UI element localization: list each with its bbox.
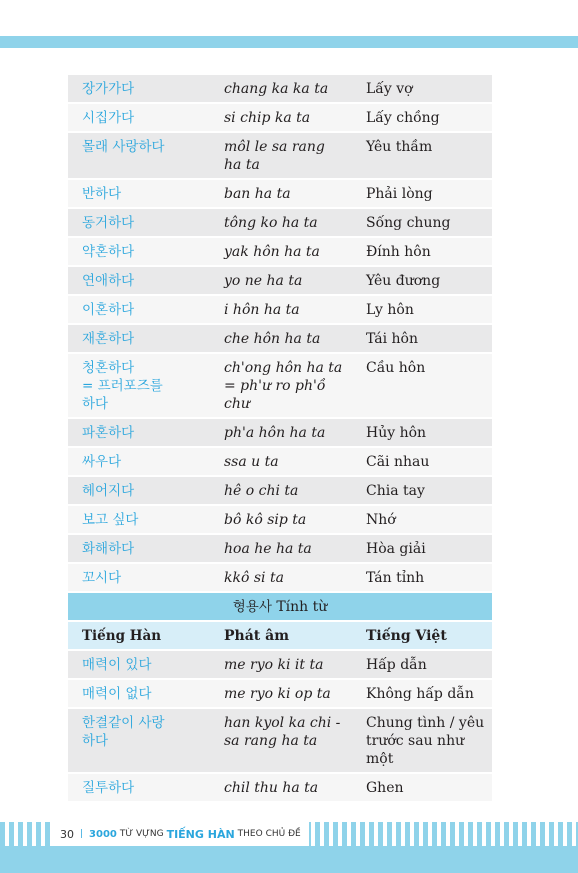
vietnamese-cell-line: trước sau như một	[366, 733, 465, 767]
korean-cell	[68, 138, 210, 156]
romanization-cell	[210, 80, 352, 98]
romanization-cell-line: ban ha ta	[224, 186, 291, 202]
korean-cell-line: 파혼하다	[82, 425, 135, 441]
korean-cell	[68, 511, 210, 529]
page-number: 30	[60, 827, 74, 841]
romanization-cell-line: bô kô sip ta	[224, 512, 307, 528]
romanization-cell-line: che hôn ha ta	[224, 331, 321, 347]
romanization-cell	[210, 685, 352, 703]
romanization-cell-line: yo ne ha ta	[224, 273, 303, 289]
korean-cell-line: 매력이 없다	[82, 686, 152, 702]
romanization-cell-line: tông ko ha ta	[224, 215, 318, 231]
korean-cell	[68, 185, 210, 203]
table-row	[68, 104, 492, 133]
korean-cell-line: 몰래 사랑하다	[82, 139, 165, 155]
romanization-cell	[210, 424, 352, 442]
footer-band	[0, 846, 578, 873]
romanization-cell-line: me ryo ki op ta	[224, 686, 331, 702]
vietnamese-cell	[352, 185, 492, 203]
vocabulary-table	[68, 75, 492, 803]
footer-separator: |	[80, 829, 84, 839]
romanization-cell	[210, 714, 352, 750]
book-text-2: THEO CHỦ ĐỀ	[237, 829, 301, 839]
romanization-cell	[210, 656, 352, 674]
romanization-cell-line: ch'ong hôn ha ta	[224, 360, 343, 376]
vietnamese-cell	[352, 330, 492, 348]
section-heading-korean: 형용사	[232, 599, 272, 615]
korean-cell-line: 화해하다	[82, 541, 135, 557]
romanization-cell-line: me ryo ki it ta	[224, 657, 324, 673]
vietnamese-cell-line: Tán tỉnh	[366, 570, 425, 586]
romanization-cell-line: yak hôn ha ta	[224, 244, 320, 260]
vietnamese-cell	[352, 511, 492, 529]
romanization-cell-line: môl le sa rang	[224, 139, 325, 155]
table-row	[68, 209, 492, 238]
korean-cell	[68, 272, 210, 290]
vietnamese-cell	[352, 243, 492, 261]
column-header-korean: Tiếng Hàn	[82, 628, 162, 644]
korean-cell	[68, 482, 210, 500]
romanization-cell-line: kkô si ta	[224, 570, 284, 586]
column-header-vietnamese: Tiếng Việt	[366, 628, 447, 644]
vietnamese-cell	[352, 80, 492, 98]
vietnamese-cell-line: Cãi nhau	[366, 454, 430, 470]
korean-cell-line: 약혼하다	[82, 244, 135, 260]
vietnamese-cell-line: Không hấp dẫn	[366, 686, 474, 702]
vietnamese-cell-line: Tái hôn	[366, 331, 418, 347]
romanization-cell	[210, 185, 352, 203]
romanization-cell-line: han kyol ka chi -	[224, 715, 341, 731]
table-row	[68, 506, 492, 535]
romanization-cell-line: chil thu ha ta	[224, 780, 319, 796]
vietnamese-cell-line: Yêu đương	[366, 273, 441, 289]
korean-cell-line: 재혼하다	[82, 331, 135, 347]
table-row	[68, 564, 492, 593]
romanization-cell	[210, 272, 352, 290]
vietnamese-cell-line: Phải lòng	[366, 186, 433, 202]
korean-cell	[68, 301, 210, 319]
romanization-cell-line: hê o chi ta	[224, 483, 299, 499]
table-row	[68, 180, 492, 209]
vietnamese-cell	[352, 540, 492, 558]
romanization-cell	[210, 330, 352, 348]
romanization-cell	[210, 359, 352, 413]
vietnamese-cell-line: Lấy chồng	[366, 110, 440, 126]
column-header-row	[68, 622, 492, 651]
romanization-cell-line: chư	[224, 396, 250, 412]
korean-cell-line: 보고 싶다	[82, 512, 139, 528]
vietnamese-cell	[352, 656, 492, 674]
korean-cell-line: 하다	[82, 733, 109, 749]
book-highlight: TIẾNG HÀN	[166, 827, 235, 841]
romanization-cell-line: = ph'ư ro ph'ồ	[224, 378, 326, 394]
romanization-cell	[210, 214, 352, 232]
table-row	[68, 238, 492, 267]
vietnamese-cell-line: Hấp dẫn	[366, 657, 427, 673]
vietnamese-cell-line: Hòa giải	[366, 541, 426, 557]
table-row	[68, 477, 492, 506]
vietnamese-cell-line: Ghen	[366, 780, 404, 796]
table-row	[68, 774, 492, 803]
romanization-cell	[210, 453, 352, 471]
table-row	[68, 133, 492, 180]
table-row	[68, 651, 492, 680]
korean-cell-line: 한결같이 사랑	[82, 715, 165, 731]
column-header-romanization: Phát âm	[224, 628, 290, 644]
table-row	[68, 75, 492, 104]
vietnamese-cell	[352, 272, 492, 290]
romanization-cell	[210, 482, 352, 500]
table-row	[68, 709, 492, 774]
vietnamese-cell-line: Hủy hôn	[366, 425, 427, 441]
vietnamese-cell	[352, 482, 492, 500]
vietnamese-cell-line: Ly hôn	[366, 302, 414, 318]
vietnamese-cell	[352, 138, 492, 156]
romanization-cell-line: sa rang ha ta	[224, 733, 318, 749]
korean-cell	[68, 714, 210, 750]
vietnamese-cell	[352, 359, 492, 377]
korean-cell	[68, 109, 210, 127]
vietnamese-cell	[352, 109, 492, 127]
korean-cell-line: 하다	[82, 396, 109, 412]
vietnamese-cell-line: Chia tay	[366, 483, 425, 499]
korean-cell	[68, 424, 210, 442]
korean-cell	[68, 359, 210, 413]
romanization-cell	[210, 138, 352, 174]
top-decorative-band	[0, 36, 578, 48]
romanization-cell-line: si chip ka ta	[224, 110, 311, 126]
romanization-cell	[210, 569, 352, 587]
table-row	[68, 354, 492, 419]
romanization-cell-line: ssa u ta	[224, 454, 279, 470]
book-text-1: TỪ VỰNG	[119, 829, 164, 839]
korean-cell-line: 싸우다	[82, 454, 122, 470]
book-number: 3000	[89, 828, 117, 840]
vietnamese-cell-line: Sống chung	[366, 215, 451, 231]
korean-cell-line: 연애하다	[82, 273, 135, 289]
korean-cell-line: 꼬시다	[82, 570, 122, 586]
korean-cell-line: 매력이 있다	[82, 657, 152, 673]
korean-cell	[68, 214, 210, 232]
korean-cell-line: 청혼하다	[82, 360, 135, 376]
korean-cell	[68, 453, 210, 471]
vietnamese-cell	[352, 214, 492, 232]
romanization-cell-line: ha ta	[224, 157, 260, 173]
korean-cell	[68, 243, 210, 261]
vietnamese-cell-line: Lấy vợ	[366, 81, 413, 97]
vietnamese-cell	[352, 714, 492, 768]
vietnamese-cell	[352, 301, 492, 319]
vietnamese-cell	[352, 569, 492, 587]
section-heading	[68, 593, 492, 622]
korean-cell-line: 질투하다	[82, 780, 135, 796]
vietnamese-cell	[352, 424, 492, 442]
vietnamese-cell-line: Yêu thầm	[366, 139, 433, 155]
korean-cell	[68, 80, 210, 98]
romanization-cell	[210, 540, 352, 558]
vietnamese-cell-line: Cầu hôn	[366, 360, 426, 376]
korean-cell-line: 동거하다	[82, 215, 135, 231]
vietnamese-cell	[352, 453, 492, 471]
verb-rows	[68, 75, 492, 593]
korean-cell	[68, 656, 210, 674]
vietnamese-cell-line: Nhớ	[366, 512, 396, 528]
romanization-cell-line: chang ka ka ta	[224, 81, 329, 97]
table-row	[68, 419, 492, 448]
korean-cell-line: 헤어지다	[82, 483, 135, 499]
romanization-cell-line: i hôn ha ta	[224, 302, 300, 318]
vietnamese-cell-line: Đính hôn	[366, 244, 431, 260]
table-row	[68, 448, 492, 477]
table-row	[68, 325, 492, 354]
korean-cell-line: = 프러포즈를	[82, 378, 163, 394]
korean-cell-line: 이혼하다	[82, 302, 135, 318]
korean-cell	[68, 569, 210, 587]
romanization-cell-line: ph'a hôn ha ta	[224, 425, 326, 441]
vietnamese-cell	[352, 685, 492, 703]
romanization-cell	[210, 109, 352, 127]
romanization-cell	[210, 779, 352, 797]
korean-cell-line: 시집가다	[82, 110, 135, 126]
table-row	[68, 535, 492, 564]
korean-cell	[68, 540, 210, 558]
korean-cell-line: 장가가다	[82, 81, 135, 97]
table-row	[68, 267, 492, 296]
section-heading-vietnamese: Tính từ	[276, 599, 328, 615]
footer-label	[52, 822, 309, 846]
romanization-cell	[210, 243, 352, 261]
romanization-cell	[210, 301, 352, 319]
korean-cell	[68, 685, 210, 703]
adjective-rows	[68, 651, 492, 803]
korean-cell	[68, 330, 210, 348]
table-row	[68, 296, 492, 325]
vietnamese-cell	[352, 779, 492, 797]
romanization-cell-line: hoa he ha ta	[224, 541, 312, 557]
romanization-cell	[210, 511, 352, 529]
vietnamese-cell-line: Chung tình / yêu	[366, 715, 485, 731]
korean-cell-line: 반하다	[82, 186, 122, 202]
table-row	[68, 680, 492, 709]
korean-cell	[68, 779, 210, 797]
